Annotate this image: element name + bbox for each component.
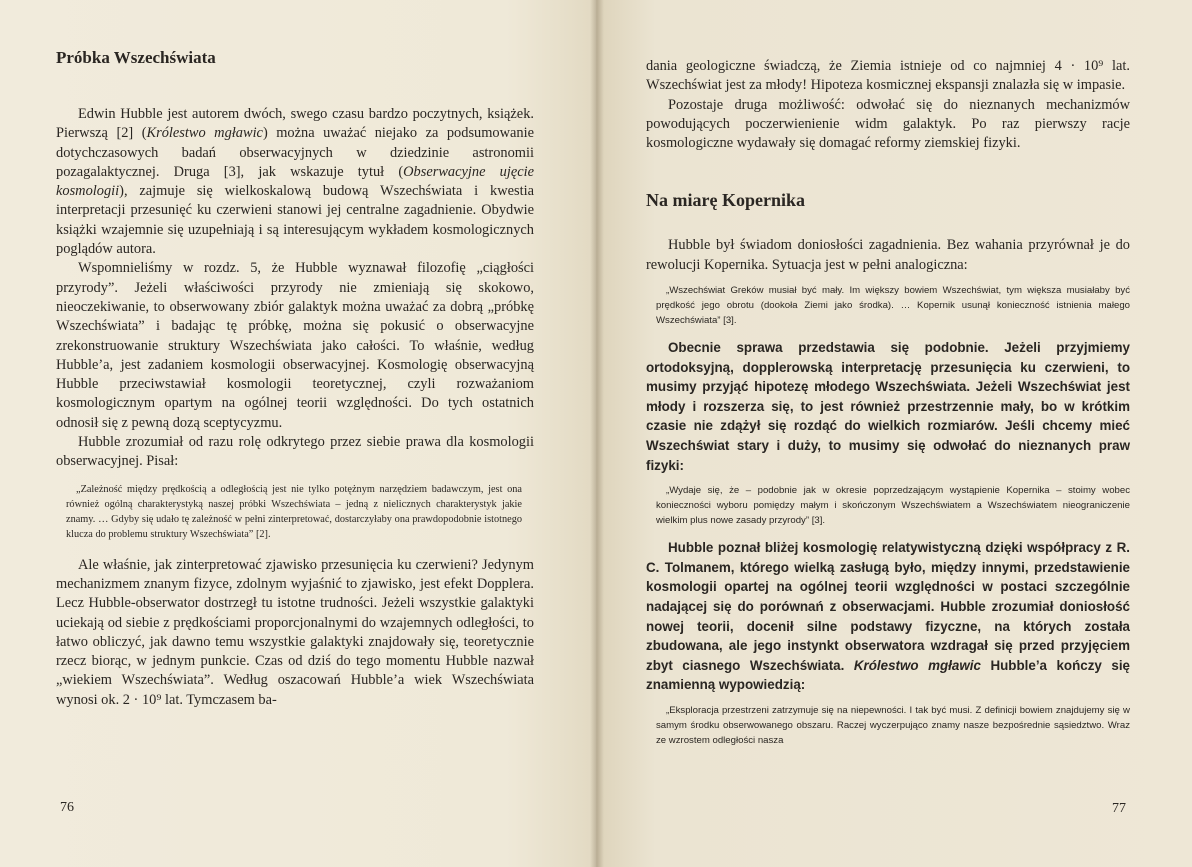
paragraph-r4-text-a: Hubble poznał bliżej kosmologię relatywistyczną dzięki współpracy z R. C. Tolmanem, którego wielką zasługą było, między innymi, przedstawienie kosmologii opartej na ogólnej teorii względności w postaci szczególnie nadającej się do porównań z obserwacjami. Hubble zrozumiał doniosłość nowej teorii, docenił silne podstawy fizyczne, na których została zbudowana, ale jego instynkt obserwatora wzdragał się przed przyjęciem zbyt ciasnego Wszechświata. <box>646 540 1130 673</box>
section-title-kopernik: Na miarę Kopernika <box>646 190 805 211</box>
page-number-left: 76 <box>60 800 74 815</box>
right-page-content <box>646 57 1130 758</box>
paragraph-r2: Hubble był świadom doniosłości zagadnienia. Bez wahania przyrównał je do rewolucji Kopernika. Sytuacja jest w pełni analogiczna: <box>646 237 1130 273</box>
quote-block-exploration: „Eksploracja przestrzeni zatrzymuje się na niepewności. I tak być musi. Z definicji bowiem znajdujemy się w samym środku obserwowanego obszaru. Raczej wyczerpująco znamy nasze bezpośrednie sąsiedztwo. Wraz ze wzrostem odległości nasza <box>656 704 1130 746</box>
paragraph-r4-text-b: Hubble’a kończy się znamienną wypowiedzią: <box>646 657 1130 693</box>
book-title-italic-1: Królestwo mgławic <box>146 125 263 142</box>
paragraph-r4 <box>646 538 1130 695</box>
quote-block-hubble: „Zależność między prędkością a odległością jest nie tylko potężnym narzędziem badawczym, jest ona również ogólną charakterystyką naszej próbki Wszechświata – jedną z nielicznych charakterystyk jakie znamy. … Gdyby się udało tę zależność w pełni zinterpretować, dostarczyłaby ona prawdopodobnie istotnego klucza do problemu struktury Wszechświata” [2]. <box>66 483 522 540</box>
section-title-probka: Próbka Wszechświata <box>56 48 216 67</box>
paragraph-1 <box>56 105 534 259</box>
page-number-right: 77 <box>1112 801 1126 816</box>
quote-block-kopernik: „Wydaje się, że – podobnie jak w okresie poprzedzającym wystąpienie Kopernika – stoimy wobec konieczności wyboru pomiędzy małym i skończonym Wszechświatem a Wszechświatem nieograniczenie wielkim plus nowe zasady przyrody” [3]. <box>656 485 1130 527</box>
paragraph-4: Ale właśnie, jak zinterpretować zjawisko przesunięcia ku czerwieni? Jedynym mechanizmem znanym fizyce, zdolnym wyjaśnić to zjawisko, jest efekt Dopplera. Lecz Hubble-obserwator dostrzegł tu istotne trudności. Jeżeli wszystkie galaktyki uciekają od siebie z prędkościami proporcjonalnymi do wzajemnych odległości, to łatwo obliczyć, jak dawno temu wszystkie galaktyki znajdowały się, teoretycznie rzecz biorąc, w jednym punkcie. Czas od dziś do tego momentu Hubble nazwał „wiekiem Wszechświata”. Według oszacowań Hubble’a wiek Wszechświata wynosi ok. 2 · 10⁹ lat. Tymczasem ba- <box>56 556 534 708</box>
paragraph-r3: Obecnie sprawa przedstawia się podobnie. Jeżeli przyjmiemy ortodoksyjną, dopplerowską interpretację przesunięcia ku czerwieni, to musimy przyjąć hipotezę młodego Wszechświata. Jeżeli Wszechświat jest młody i rozszerza się, to jest również przestrzennie mały, bo w krótkim czasie nie zdążył się rozdąć do wielkich rozmiarów. Jeśli chcemy mieć Wszechświat stary i duży, to musimy się odwołać do nieznanych praw fizyki: <box>646 340 1130 473</box>
paragraph-r1: Pozostaje druga możliwość: odwołać się do nieznanych mechanizmów powodujących poczerwienienie widm galaktyk. Po raz pierwszy racje kosmologiczne wydawały się domagać reformy ziemskiej fizyki. <box>646 96 1130 152</box>
book-title-italic-3: Królestwo mgławic <box>853 657 981 673</box>
quote-block-greeks: „Wszechświat Greków musiał być mały. Im większy bowiem Wszechświat, tym większa musiałaby być prędkość jego obrotu (dookoła Ziemi jako środka). … Kopernik usunął konieczność istnienia małego Wszechświata” [3]. <box>656 285 1130 327</box>
book-gutter <box>590 0 604 867</box>
paragraph-1-text-b: ) można uważać niejako za podsumowanie dotychczasowych badań obserwacyjnych w dziedzinie astronomii pozagalaktycznej. Druga [3], jak wskazuje tytuł ( <box>56 125 534 180</box>
paragraph-2: Wspomnieliśmy w rozdz. 5, że Hubble wyznawał filozofię „ciągłości przyrody”. Jeżeli właściwości przyrody nie zmieniają się skokowo, nieoczekiwanie, to obserwowany zbiór galaktyk można uważać za dobrą „próbkę Wszechświata” i badając tę próbkę, można się pokusić o obserwacyjne zrekonstruowanie struktury Wszechświata jako całości. To właśnie, według Hubble’a, jest zadaniem kosmologii obserwacyjnej. Kosmologię obserwacyjną Hubble przeciwstawiał kosmologii teoretycznej, czyli rozważaniom kosmologicznym opartym na ogólnej teorii względności. Do tych ostatnich odnosił się z pewną dozą sceptycyzmu. <box>56 260 534 431</box>
paragraph-r0: dania geologiczne świadczą, że Ziemia istnieje od co najmniej 4 · 10⁹ lat. Wszechświat jest za młody! Hipoteza kosmicznej ekspansji znalazła się w impasie. <box>646 58 1130 94</box>
paragraph-1-text-a: Edwin Hubble jest autorem dwóch, swego czasu bardzo poczytnych, książek. Pierwszą [2] ( <box>56 106 534 142</box>
paragraph-1-text-c: ), zajmuje się wielkoskalową budową Wszechświata i kwestia interpretacji przesunięć ku czerwieni stanowi jej centralne zagadnienie. Obydwie książki wzajemnie się uzupełniają i są interesującym wykładem kosmologicznych poglądów autora. <box>56 183 534 258</box>
left-page-content <box>56 48 534 710</box>
book-title-italic-2: Obserwacyjne ujęcie kosmologii <box>56 163 535 200</box>
paragraph-3: Hubble zrozumiał od razu rolę odkrytego przez siebie prawa dla kosmologii obserwacyjnej. Pisał: <box>56 434 534 470</box>
